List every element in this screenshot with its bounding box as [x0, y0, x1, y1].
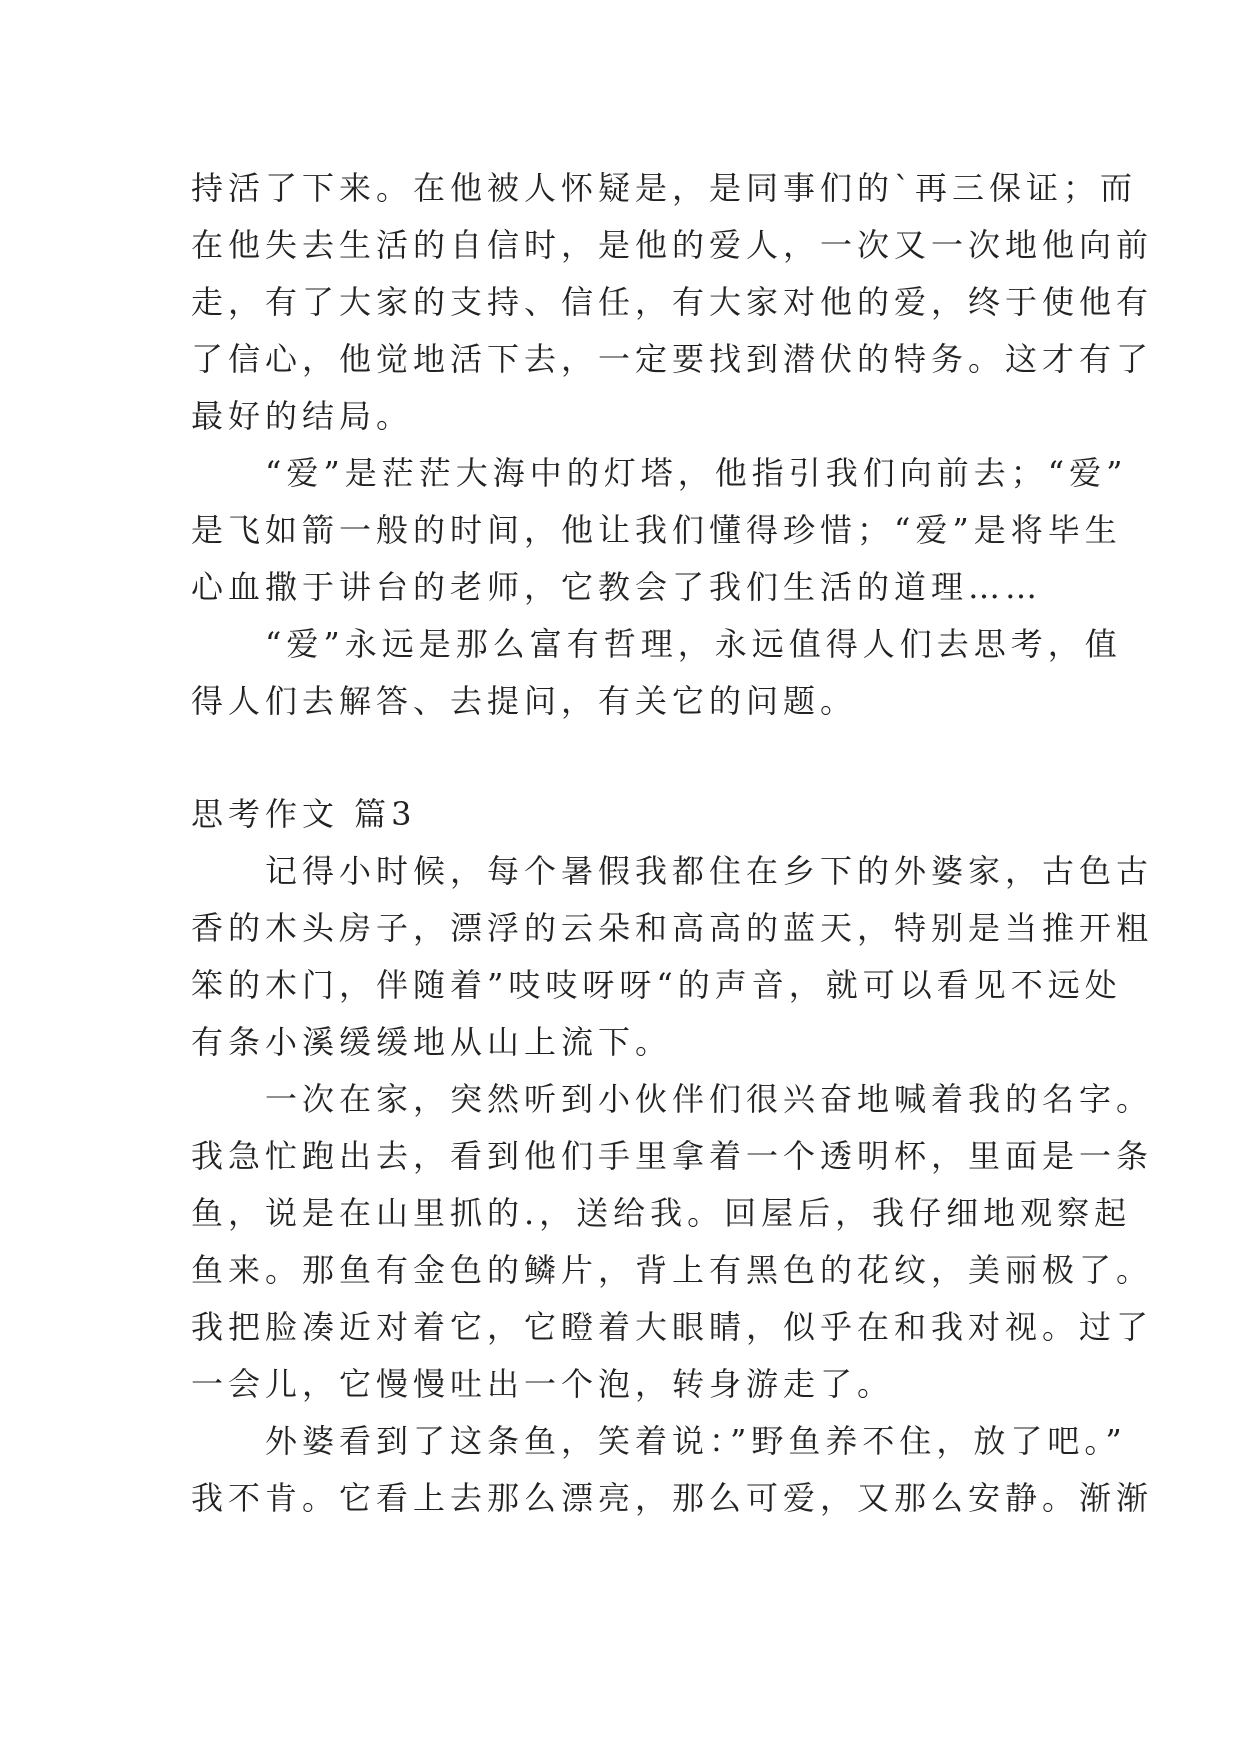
text-line: 一会儿，它慢慢吐出一个泡，转身游走了。	[191, 1365, 895, 1403]
text-line: 记得小时候，每个暑假我都住在乡下的外婆家，古色古	[191, 852, 1154, 890]
text-line: 得人们去解答、去提问，有关它的问题。	[191, 682, 858, 720]
text-line: 鱼来。那鱼有金色的鳞片，背上有黑色的花纹，美丽极了。	[191, 1251, 1154, 1289]
text-line: 在他失去生活的自信时，是他的爱人，一次又一次地他向前	[191, 226, 1154, 264]
text-line: 最好的结局。	[191, 397, 414, 435]
text-line: 外婆看到了这条鱼，笑着说：”野鱼养不住，放了吧。”	[191, 1422, 1127, 1460]
text-line: 我不肯。它看上去那么漂亮，那么可爱，又那么安静。渐渐	[191, 1479, 1154, 1517]
text-line: 持活了下来。在他被人怀疑是，是同事们的`再三保证；而	[191, 169, 1138, 207]
text-line: “爱”是茫茫大海中的灯塔，他指引我们向前去；“爱”	[191, 454, 1128, 492]
text-line: 了信心，他觉地活下去，一定要找到潜伏的特务。这才有了	[191, 340, 1154, 378]
text-line: 是飞如箭一般的时间，他让我们懂得珍惜；“爱”是将毕生	[191, 511, 1122, 549]
text-line: 心血撒于讲台的老师，它教会了我们生活的道理……	[191, 568, 1043, 606]
text-line: 我把脸凑近对着它，它瞪着大眼睛，似乎在和我对视。过了	[191, 1308, 1154, 1346]
text-line: 笨的木门，伴随着”吱吱呀呀“的声音，就可以看见不远处	[191, 966, 1122, 1004]
section-title: 思考作文 篇3	[191, 795, 417, 833]
text-line: 有条小溪缓缓地从山上流下。	[191, 1023, 673, 1061]
text-line: “爱”永远是那么富有哲理，永远值得人们去思考，值	[191, 625, 1122, 663]
text-line: 一次在家，突然听到小伙伴们很兴奋地喊着我的名字。	[191, 1080, 1154, 1118]
text-line: 香的木头房子，漂浮的云朵和高高的蓝天，特别是当推开粗	[191, 909, 1154, 947]
text-line: 我急忙跑出去，看到他们手里拿着一个透明杯，里面是一条	[191, 1137, 1154, 1175]
text-line: 走，有了大家的支持、信任，有大家对他的爱，终于使他有	[191, 283, 1154, 321]
text-line: 鱼，说是在山里抓的.，送给我。回屋后，我仔细地观察起	[191, 1194, 1132, 1232]
